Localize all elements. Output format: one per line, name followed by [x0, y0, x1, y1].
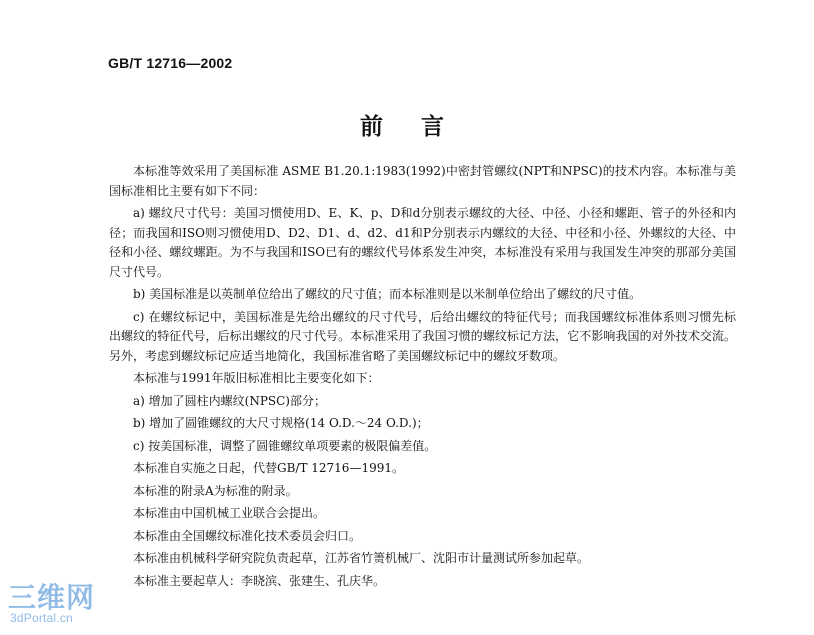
- document-body: [109, 162, 736, 594]
- standard-code: GB/T 12716—2002: [108, 55, 233, 71]
- drafters-paragraph: 本标准由机械科学研究院负责起草，江苏省竹箦机械厂、沈阳市计量测试所参加起草。: [133, 551, 590, 565]
- change-b-paragraph: b) 增加了圆锥螺纹的大尺寸规格(14 O.D.～24 O.D.)；: [133, 416, 429, 430]
- difference-a-paragraph: a) 螺纹尺寸代号：美国习惯使用D、E、K、p、D和d分别表示螺纹的大径、中径、小径和螺距、管子的外径和内径；而我国和ISO则习惯使用D、D2、D1、d、d2、d1和P分别表示内螺纹的大径、中径和小径、外螺纹的大径、中径和小径、螺纹螺距。为不与我国和ISO已有的螺纹代号体系发生冲突，本标准没有采用与我国发生冲突的那部分美国尺寸代号。: [109, 206, 736, 279]
- proposer-paragraph: 本标准由中国机械工业联合会提出。: [133, 506, 326, 520]
- change-a-paragraph: a) 增加了圆柱内螺纹(NPSC)部分；: [133, 393, 326, 408]
- page-title: 前言: [360, 113, 482, 140]
- changes-intro-paragraph: 本标准与1991年版旧标准相比主要变化如下：: [133, 371, 380, 385]
- difference-c-paragraph: c) 在螺纹标记中，美国标准是先给出螺纹的尺寸代号，后给出螺纹的特征代号；而我国螺纹标准体系则习惯先标出螺纹的特征代号，后标出螺纹的尺寸代号。本标准采用了我国习惯的螺纹标记方法，它不影响我国的对外技术交流。另外，考虑到螺纹标记应适当地简化，我国标准省略了美国螺纹标记中的螺纹牙数项。: [109, 309, 736, 363]
- replacement-paragraph: 本标准自实施之日起，代替GB/T 12716—1991。: [133, 461, 404, 475]
- difference-b-paragraph: b) 美国标准是以英制单位给出了螺纹的尺寸值；而本标准则是以米制单位给出了螺纹的尺寸值。: [133, 287, 642, 301]
- watermark-logo: [8, 584, 112, 628]
- watermark-logo-text: 三维网: [8, 582, 96, 613]
- intro-paragraph: 本标准等效采用了美国标准 ASME B1.20.1:1983(1992)中密封管螺纹(NPT和NPSC)的技术内容。本标准与美国标准相比主要有如下不同：: [109, 164, 736, 198]
- responsible-committee-paragraph: 本标准由全国螺纹标准化技术委员会归口。: [133, 528, 362, 543]
- watermark-domain: 3dPortal.cn: [10, 611, 73, 625]
- change-c-paragraph: c) 按美国标准，调整了圆锥螺纹单项要素的极限偏差值。: [133, 438, 437, 453]
- appendix-paragraph: 本标准的附录A为标准的附录。: [133, 483, 298, 498]
- main-drafters-paragraph: 本标准主要起草人：李晓滨、张建生、孔庆华。: [133, 573, 386, 588]
